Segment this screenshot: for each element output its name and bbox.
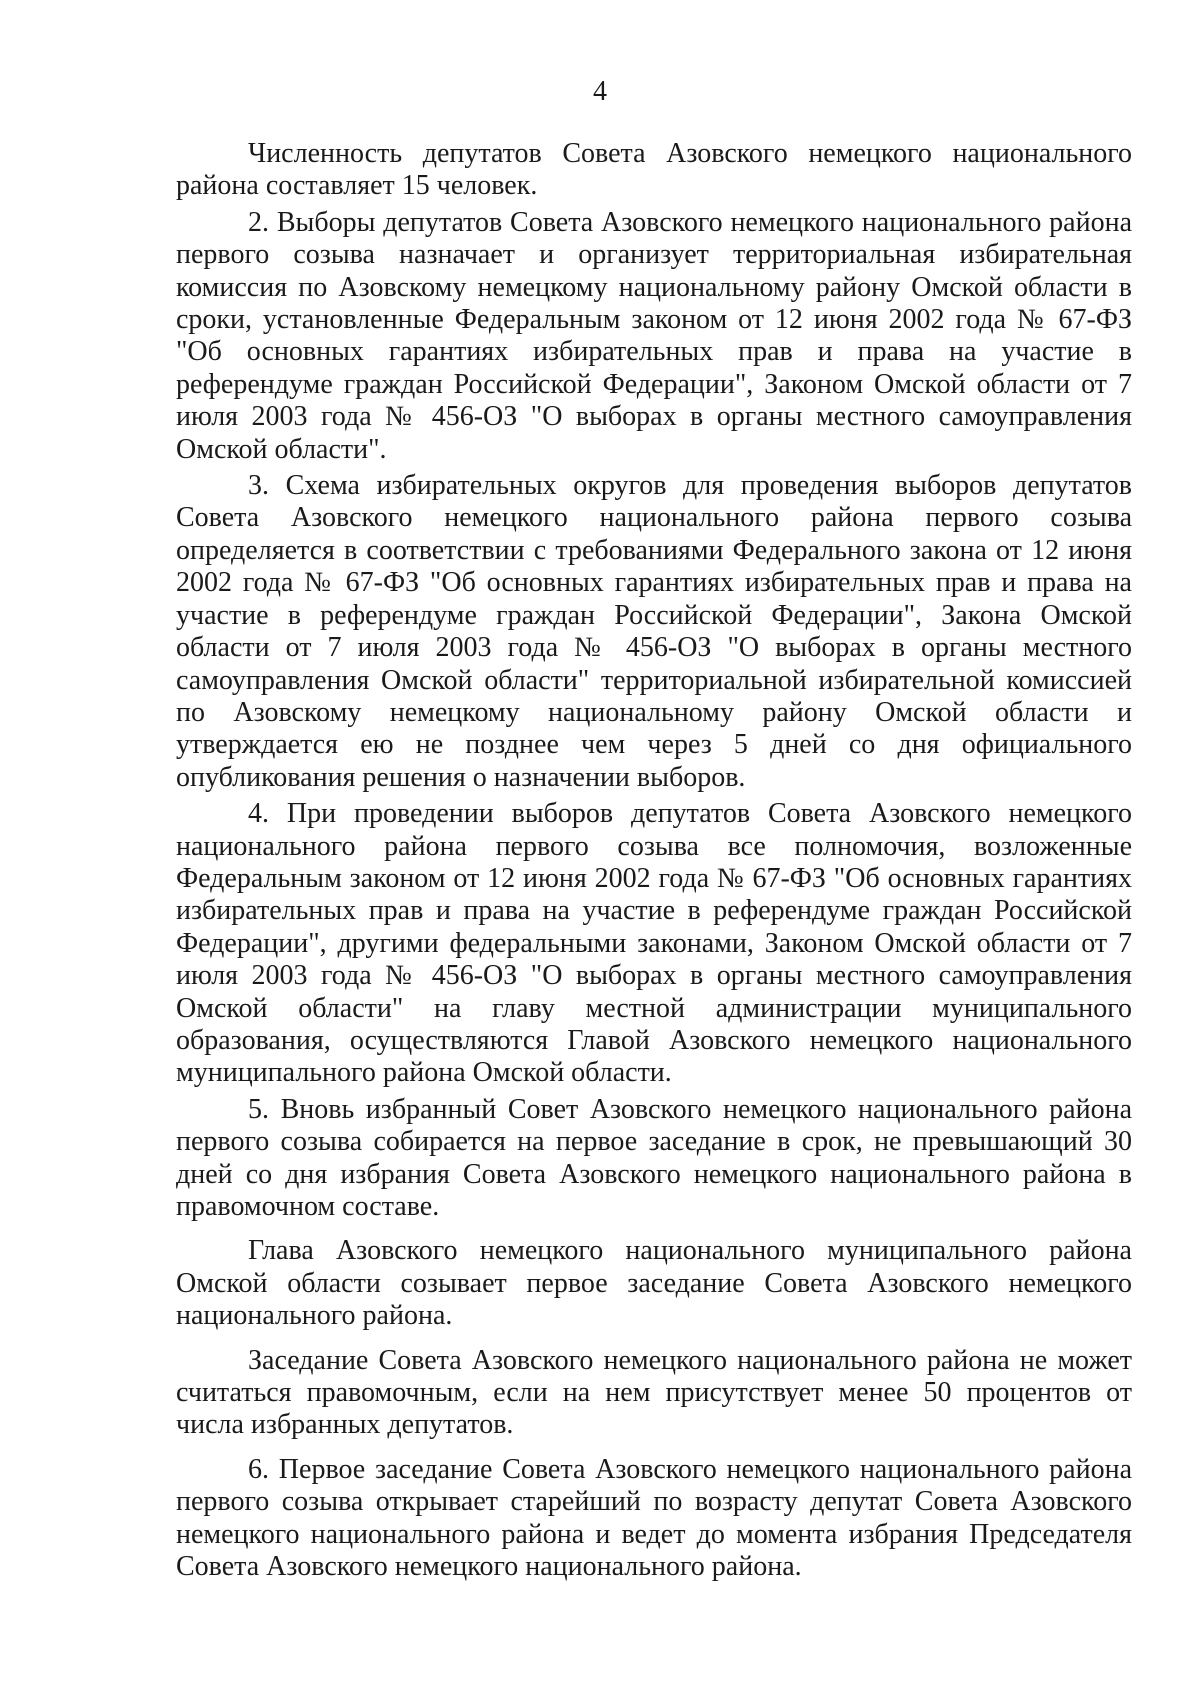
paragraph-item-5-first-meeting: 5. Вновь избранный Совет Азовского немецкого национального района первого созыва собирается на первое заседание в срок, не превышающий 30 дней со дня избрания Совета Азовского немецкого национального района в правомочном составе. <box>176 1093 1132 1222</box>
paragraph-head-convenes: Глава Азовского немецкого национального муниципального района Омской области созывает первое заседание Совета Азовского немецкого национального района. <box>176 1235 1132 1332</box>
paragraph-quorum: Заседание Совета Азовского немецкого национального района не может считаться правомочным, если на нем присутствует менее 50 процентов от числа избранных депутатов. <box>176 1344 1132 1441</box>
document-body <box>176 138 1132 1587</box>
paragraph-item-4-powers: 4. При проведении выборов депутатов Совета Азовского немецкого национального района первого созыва все полномочия, возложенные Федеральным законом от 12 июня 2002 года № 67-ФЗ "Об основных гарантиях избирательных прав и права на участие в референдуме граждан Российской Федерации", другими федеральными законами, Законом Омской области от 7 июля 2003 года № 456-ОЗ "О выборах в органы местного самоуправления Омской области" на главу местной администрации муниципального образования, осуществляются Главой Азовского немецкого национального муниципального района Омской области. <box>176 798 1132 1089</box>
paragraph-item-6-opening: 6. Первое заседание Совета Азовского немецкого национального района первого созыва открывает старейший по возрасту депутат Совета Азовского немецкого национального района и ведет до момента избрания Председателя Совета Азовского немецкого национального района. <box>176 1453 1132 1583</box>
paragraph-deputies-count: Численность депутатов Совета Азовского немецкого национального района составляет 15 человек. <box>176 138 1132 202</box>
page-number: 4 <box>593 76 607 107</box>
paragraph-item-2-elections: 2. Выборы депутатов Совета Азовского немецкого национального района первого созыва назначает и организует территориальная избирательная комиссия по Азовскому немецкому национальному району Омской области в сроки, установленные Федеральным законом от 12 июня 2002 года № 67-ФЗ "Об основных гарантиях избирательных прав и права на участие в референдуме граждан Российской Федерации", Законом Омской области от 7 июля 2003 года № 456-ОЗ "О выборах в органы местного самоуправления Омской области". <box>176 206 1132 465</box>
paragraph-item-3-districts: 3. Схема избирательных округов для проведения выборов депутатов Совета Азовского немецкого национального района первого созыва определяется в соответствии с требованиями Федерального закона от 12 июня 2002 года № 67-ФЗ "Об основных гарантиях избирательных прав и права на участие в референдуме граждан Российской Федерации", Закона Омской области от 7 июля 2003 года № 456-ОЗ "О выборах в органы местного самоуправления Омской области" территориальной избирательной комиссией по Азовскому немецкому национальному району Омской области и утверждается ею не позднее чем через 5 дней со дня официального опубликования решения о назначении выборов. <box>176 470 1132 793</box>
